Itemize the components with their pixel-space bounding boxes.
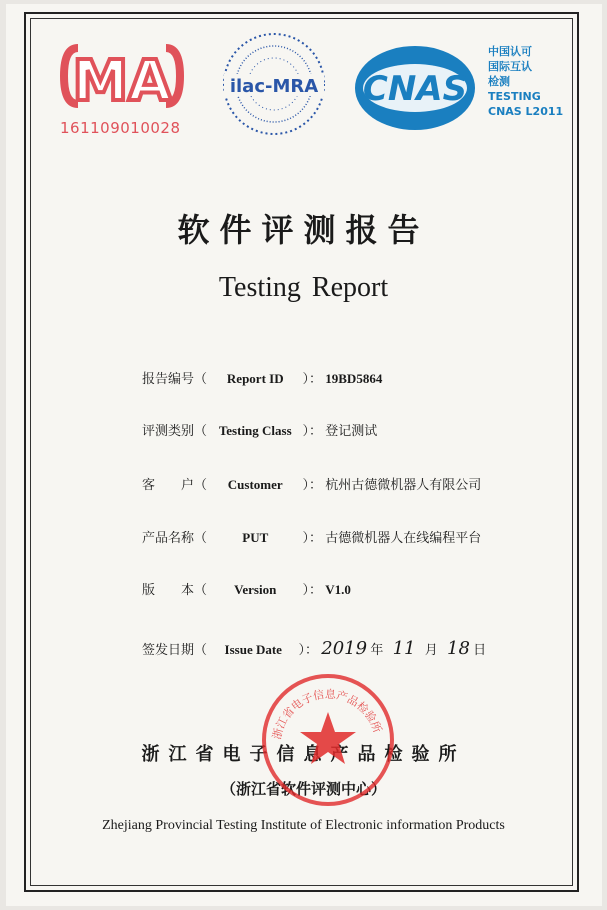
svg-text:浙江省电子信息产品检验所: 浙江省电子信息产品检验所 <box>270 687 384 741</box>
official-seal <box>258 670 398 810</box>
field-value: 19BD5864 <box>325 371 383 386</box>
field-customer <box>142 474 481 493</box>
cma-logo-text: MA <box>72 49 172 112</box>
field-issue-date <box>142 638 486 659</box>
field-separator: ）： <box>302 530 323 545</box>
year-label: 年 <box>370 642 384 657</box>
cnas-caption-line: 检测 <box>488 75 510 88</box>
ilac-mra-logo-text: ilac-MRA <box>229 76 319 97</box>
field-separator: ）： <box>302 477 323 492</box>
field-label-en: Customer <box>227 477 283 492</box>
field-label: 产品名称（ <box>142 530 208 545</box>
handwritten-month: 11 <box>392 638 416 659</box>
field-testing-class <box>142 420 377 439</box>
cnas-caption <box>488 44 563 119</box>
cnas-caption-line: CNAS L2011 <box>488 105 564 118</box>
cma-logo <box>58 40 186 112</box>
field-separator: ）： <box>302 582 323 597</box>
field-label-en: Version <box>234 582 277 597</box>
institute-name-en: Zhejiang Provincial Testing Institute of Electronic information Products <box>102 818 505 833</box>
field-version <box>142 579 351 598</box>
ilac-mra-logo <box>220 30 328 138</box>
field-report-id <box>142 368 382 387</box>
field-separator: ）： <box>302 423 323 438</box>
handwritten-year: 2019 <box>321 638 368 659</box>
field-label: 评测类别（ <box>142 423 208 438</box>
report-title-cn: 软件评测报告 <box>177 211 430 249</box>
field-label-en: Issue Date <box>224 642 282 657</box>
report-title-en: Testing Report <box>218 272 389 303</box>
field-label: 报告编号（ <box>142 371 208 386</box>
field-value: 古德微机器人在线编程平台 <box>325 530 482 545</box>
field-label: 版 本（ <box>142 582 208 597</box>
field-label-en: PUT <box>242 530 269 545</box>
field-label-en: Testing Class <box>218 423 292 438</box>
cnas-caption-line: 中国认可 <box>488 45 532 58</box>
cnas-logo <box>350 40 480 136</box>
field-value: 杭州古德微机器人有限公司 <box>325 477 482 492</box>
field-separator: ）： <box>302 371 323 386</box>
field-label: 签发日期（ <box>142 642 208 657</box>
field-label-en: Report ID <box>226 371 284 386</box>
institute-subname-cn: （浙江省软件评测中心） <box>220 780 386 798</box>
field-value: 登记测试 <box>325 423 378 438</box>
cma-number: 161109010028 <box>60 119 181 137</box>
month-label: 月 <box>424 642 438 657</box>
field-label: 客 户（ <box>142 477 208 492</box>
handwritten-day: 18 <box>447 638 470 659</box>
field-value: V1.0 <box>325 582 351 597</box>
field-separator: ）： <box>298 642 319 657</box>
field-put <box>142 527 481 546</box>
institute-name-cn: 浙江省电子信息产品检验所 <box>141 744 466 765</box>
cnas-logo-text: CNAS <box>362 69 468 109</box>
cnas-caption-line: 国际互认 <box>488 60 532 73</box>
cnas-caption-line: TESTING <box>488 90 541 103</box>
day-label: 日 <box>473 642 487 657</box>
